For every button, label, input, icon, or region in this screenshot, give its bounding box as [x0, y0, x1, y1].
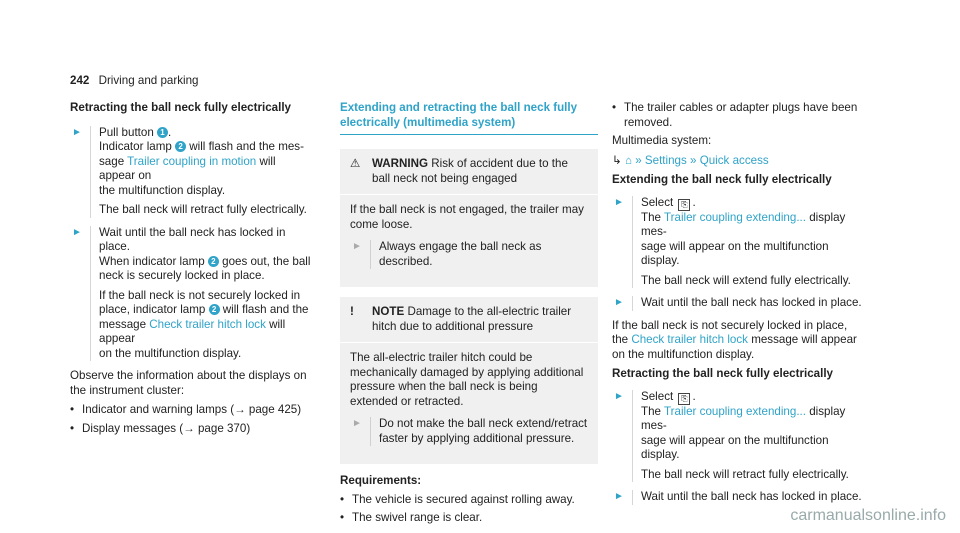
bullet-warning-lamps: • Indicator and warning lamps (→ page 425)	[70, 403, 312, 418]
step-arrow-icon: ►	[352, 241, 362, 252]
trailer-hitch-icon: ⎘	[678, 393, 690, 405]
column-1	[70, 101, 312, 440]
multimedia-heading: Extending and retracting the ball neck fully electrically (multimedia system)	[340, 101, 598, 135]
step-arrow-icon: ►	[72, 126, 82, 138]
step-arrow-icon: ►	[72, 226, 82, 238]
watermark: carmanualsonline.info	[790, 506, 946, 524]
step-arrow-icon: ►	[614, 196, 624, 208]
message-trailer-coupling-extending: Trailer coupling extending...	[664, 404, 806, 418]
column-3	[612, 101, 862, 513]
section-title: Driving and parking	[98, 74, 199, 87]
step-arrow-icon: ►	[352, 418, 362, 429]
requirement-item: • The trailer cables or adapter plugs have been removed.	[612, 101, 862, 130]
path-quick-access: Quick access	[699, 153, 769, 167]
step-arrow-icon: ►	[614, 297, 624, 308]
extend-heading: Extending the ball neck fully electrically	[612, 173, 832, 186]
callout-2: 2	[175, 141, 186, 152]
note-box: ! NOTE Damage to the all-electric trailer hitch due to additional pressure The all-electric trailer hitch could be mechanically damaged by applying additional pressure when the ball neck is being extended or retracted. ► Do not make the ball neck extend/retract faster by applying additional pressure.	[340, 297, 598, 464]
return-arrow-icon: ↳	[612, 153, 622, 167]
message-check-trailer-hitch-lock: Check trailer hitch lock	[149, 317, 266, 331]
exclamation-icon: !	[350, 305, 354, 318]
callout-2: 2	[209, 304, 220, 315]
column-2	[340, 101, 598, 530]
path-settings: Settings	[644, 153, 687, 167]
extend-note: If the ball neck is not securely locked in place, the Check trailer hitch lock message will appear on the multifunction display.	[612, 318, 857, 361]
retract-heading-2: Retracting the ball neck fully electrically	[612, 367, 834, 380]
step-select-retract: ► Select ⎘ . The Trailer coupling extending... display mes- sage will appear on the multifunction display. The ball neck will retract fully electrically.	[612, 390, 862, 483]
message-check-trailer-hitch-lock: Check trailer hitch lock	[631, 333, 748, 346]
observe-text: Observe the information about the displays on the instrument cluster:	[70, 369, 307, 397]
step-wait-retract: ► Wait until the ball neck has locked in place.	[614, 490, 862, 503]
bullet-display-messages: • Display messages (→ page 370)	[70, 422, 312, 437]
step-select-extend: ► Select ⎘ . The Trailer coupling extending... display mes- sage will appear on the multifunction display. The ball neck will extend fully electrically.	[612, 196, 862, 289]
requirement-item: • The swivel range is clear.	[340, 511, 598, 526]
callout-1: 1	[157, 127, 168, 138]
callout-2: 2	[208, 256, 219, 267]
step-wait-locked: ► Wait until the ball neck has locked in place. When indicator lamp 2 goes out, the ball neck is securely locked in place. If the ball neck is not securely locked in place, indicator lamp 2 will flash and the message Check trailer hitch lock will appear on the multifunction display.	[72, 225, 311, 360]
page-number: 242	[70, 74, 90, 87]
menu-path: ↳ ⌂ » Settings » Quick access	[612, 153, 769, 167]
retract-heading: Retracting the ball neck fully electrically	[70, 101, 292, 114]
page-header	[70, 74, 198, 89]
requirement-item: • The vehicle is secured against rolling away.	[340, 493, 598, 508]
multimedia-label: Multimedia system:	[612, 134, 712, 147]
step-arrow-icon: ►	[614, 390, 624, 402]
step-pull-button: ► Pull button 1 . Indicator lamp 2 will flash and the mes- sage Trailer coupling in motion will appear on the multifunction display. The ball neck will retract fully electrically.	[70, 126, 312, 218]
step-wait-extend: ► Wait until the ball neck has locked in place.	[614, 296, 862, 309]
warning-box: ⚠ WARNING Risk of accident due to the ball neck not being engaged If the ball neck is not engaged, the trailer may come loose. ► Always engage the ball neck as described.	[340, 149, 598, 287]
message-trailer-coupling-in-motion: Trailer coupling in motion	[127, 154, 257, 168]
warning-triangle-icon: ⚠	[350, 157, 361, 170]
message-trailer-coupling-extending: Trailer coupling extending...	[664, 210, 806, 224]
trailer-hitch-icon: ⎘	[678, 199, 690, 211]
step-arrow-icon: ►	[614, 491, 624, 502]
requirements-heading: Requirements:	[340, 474, 422, 487]
home-icon: ⌂	[624, 153, 632, 167]
